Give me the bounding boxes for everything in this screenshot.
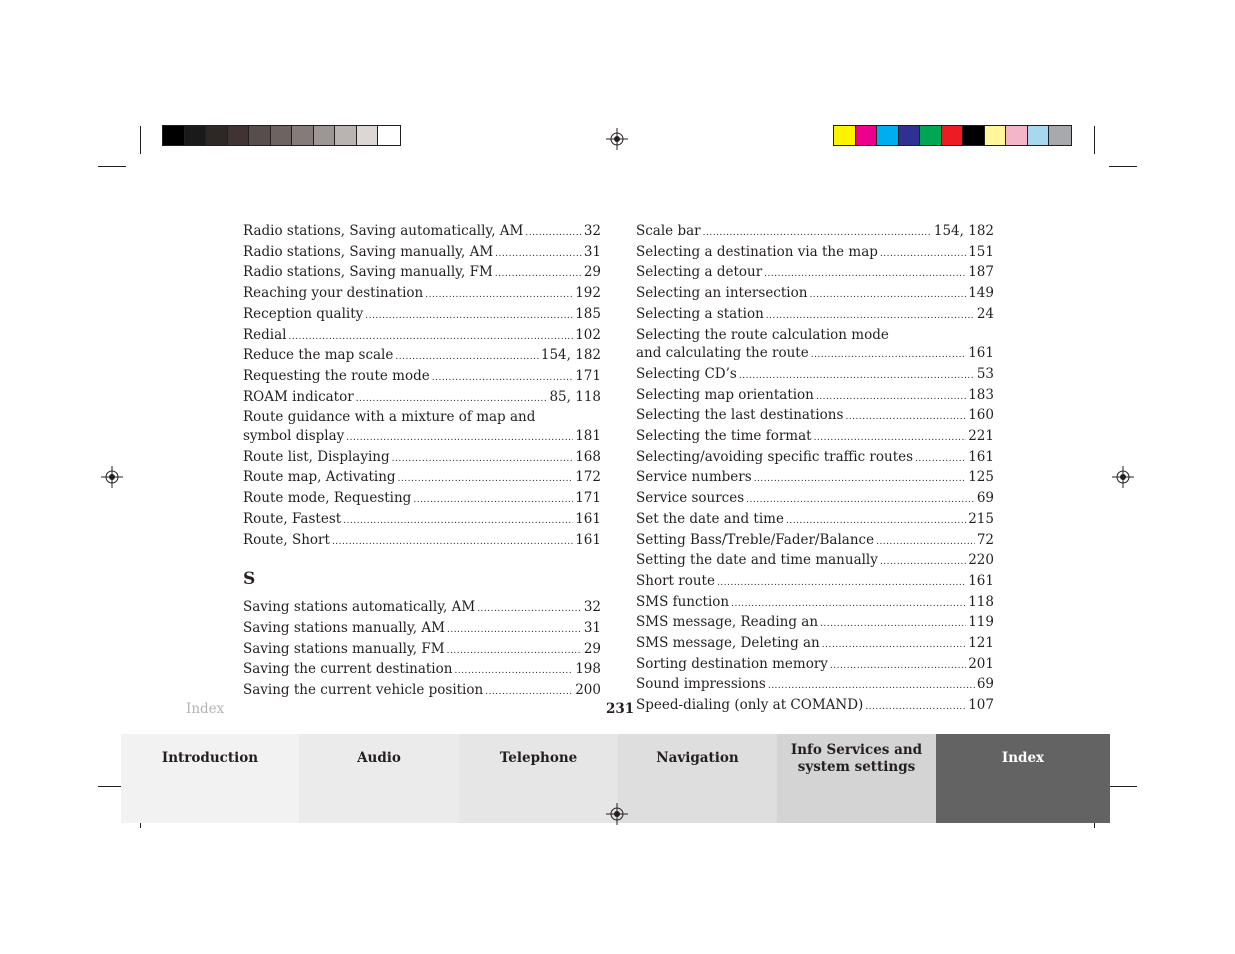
color-swatch <box>249 126 271 145</box>
leader-dots <box>754 470 967 489</box>
index-entry-text: Saving the current destination <box>243 661 453 678</box>
index-entry-page: 192 <box>575 285 601 302</box>
color-swatch <box>834 126 856 145</box>
index-entry[interactable] <box>636 613 994 634</box>
index-entry-text: Radio stations, Saving manually, AM <box>243 243 494 260</box>
leader-dots <box>432 369 573 388</box>
leader-dots <box>392 450 574 469</box>
crop-mark <box>98 166 126 167</box>
index-entry[interactable] <box>636 386 994 407</box>
tab-label-line: Index <box>1001 750 1045 766</box>
index-entry-page: 160 <box>968 407 994 424</box>
index-entry-text: Requesting the route mode <box>243 367 430 384</box>
index-entry[interactable] <box>243 367 601 388</box>
tab-label-line: system settings <box>797 759 916 775</box>
index-entry-text: Route, Short <box>243 531 330 548</box>
index-entry-page: 31 <box>583 619 601 636</box>
index-entry-text: SMS message, Reading an <box>636 614 819 631</box>
leader-dots <box>915 450 966 469</box>
index-entry-text: symbol display <box>243 428 345 445</box>
index-entry-text: Selecting the time format <box>636 428 812 445</box>
index-entry[interactable] <box>636 243 994 264</box>
index-entry-text: Setting the date and time manually <box>636 552 878 569</box>
tab-label <box>656 750 738 767</box>
index-entry[interactable] <box>243 388 601 409</box>
index-entry[interactable] <box>636 510 994 531</box>
crop-mark <box>1109 166 1137 167</box>
color-swatch <box>228 126 250 145</box>
index-entry-text: Route list, Displaying <box>243 448 390 465</box>
index-entry-page: 183 <box>968 386 994 403</box>
tab-introduction[interactable] <box>121 734 299 823</box>
index-entry[interactable] <box>636 489 994 510</box>
color-swatch <box>292 126 314 145</box>
index-entry-text: Service numbers <box>636 469 752 486</box>
color-swatch <box>1006 126 1028 145</box>
index-entry-text: Sound impressions <box>636 676 766 693</box>
index-entry[interactable] <box>636 284 994 305</box>
tab-label-line: Navigation <box>656 750 739 766</box>
leader-dots <box>786 512 966 531</box>
color-swatch <box>206 126 228 145</box>
index-entry[interactable] <box>243 489 601 510</box>
index-entry-page: 107 <box>968 697 994 714</box>
tab-info-services[interactable] <box>777 734 936 823</box>
index-entry[interactable] <box>243 305 601 326</box>
index-entry-text: Selecting map orientation <box>636 386 814 403</box>
color-swatch <box>163 126 185 145</box>
leader-dots <box>398 470 574 489</box>
index-entry-page: 161 <box>968 345 994 362</box>
index-entry-page: 154, 182 <box>540 347 601 364</box>
index-entry-page: 161 <box>968 572 994 589</box>
leader-dots <box>454 662 573 681</box>
index-entry[interactable] <box>636 696 994 717</box>
index-entry[interactable] <box>636 263 994 284</box>
leader-dots <box>865 698 966 717</box>
index-entry-text: Radio stations, Saving automatically, AM <box>243 223 524 239</box>
index-entry-text: SMS function <box>636 593 730 610</box>
index-entry-page: 149 <box>968 285 994 302</box>
index-entry-page: 151 <box>968 243 994 260</box>
leader-dots <box>766 307 975 326</box>
tab-label <box>791 742 922 776</box>
leader-dots <box>822 636 966 655</box>
index-entry-page: 201 <box>968 655 994 672</box>
index-entry-text: Selecting a station <box>636 305 764 322</box>
leader-dots <box>495 265 582 284</box>
index-entry[interactable] <box>243 326 601 347</box>
registration-mark-icon <box>101 466 123 488</box>
tab-index[interactable] <box>936 734 1110 823</box>
leader-dots <box>395 348 539 367</box>
index-entry-page: 29 <box>583 264 601 281</box>
index-entry-page: 24 <box>976 305 994 322</box>
index-entry-text: Sorting destination memory <box>636 655 828 672</box>
index-entry[interactable] <box>636 572 994 593</box>
index-entry-text: Selecting a destination via the map <box>636 243 878 260</box>
index-entry[interactable] <box>636 222 994 243</box>
index-entry-page: 118 <box>968 593 994 610</box>
index-entry[interactable] <box>636 675 994 696</box>
index-entry-text: Scale bar <box>636 223 701 239</box>
registration-mark-icon <box>606 803 628 825</box>
process-color-bar <box>833 125 1072 146</box>
index-entry-text: Selecting an intersection <box>636 285 808 302</box>
tab-label-line: Introduction <box>161 750 259 766</box>
index-entry[interactable] <box>243 346 601 367</box>
index-entry[interactable] <box>243 598 601 619</box>
crop-mark <box>1094 126 1095 154</box>
index-entry-text: SMS message, Deleting an <box>636 635 820 652</box>
registration-mark-icon <box>606 128 628 150</box>
tab-label <box>500 750 577 767</box>
leader-dots <box>425 286 573 305</box>
index-entry-page: 32 <box>583 223 601 239</box>
index-entry-page: 215 <box>968 510 994 527</box>
leader-dots <box>814 429 967 448</box>
leader-dots <box>288 328 573 347</box>
leader-dots <box>343 512 573 531</box>
leader-dots <box>820 615 966 634</box>
leader-dots <box>495 245 582 264</box>
index-entry[interactable] <box>636 305 994 326</box>
index-entry-page: 161 <box>575 510 601 527</box>
index-entry-text: Setting Bass/Treble/Fader/Balance <box>636 531 875 548</box>
color-swatch <box>271 126 293 145</box>
leader-dots <box>830 657 966 676</box>
footer-section-label: Index <box>186 701 225 717</box>
leader-dots <box>346 429 573 448</box>
color-swatch <box>357 126 379 145</box>
index-entry[interactable] <box>636 531 994 552</box>
index-entry[interactable] <box>636 427 994 448</box>
index-entry-text: Radio stations, Saving manually, FM <box>243 264 493 281</box>
color-swatch <box>378 126 400 145</box>
leader-dots <box>477 600 582 619</box>
index-entry-page: 168 <box>575 448 601 465</box>
index-column-right <box>636 222 994 717</box>
index-entry-text: Selecting/avoiding specific traffic routes <box>636 448 914 465</box>
index-entry-page: 187 <box>968 264 994 281</box>
index-entry-text: Saving the current vehicle position <box>243 682 484 699</box>
index-entry[interactable] <box>636 593 994 614</box>
leader-dots <box>746 491 975 510</box>
index-entry-page: 161 <box>968 448 994 465</box>
index-entry-text: Service sources <box>636 490 745 507</box>
index-entry-page: 171 <box>575 490 601 507</box>
index-entry-text: Route, Fastest <box>243 510 342 527</box>
leader-dots <box>703 224 932 243</box>
index-entry-page: 85, 118 <box>549 388 601 405</box>
tab-navigation[interactable] <box>618 734 777 823</box>
leader-dots <box>525 224 581 243</box>
index-entry-page: 171 <box>575 367 601 384</box>
index-entry-page: 221 <box>968 428 994 445</box>
color-swatch <box>877 126 899 145</box>
index-entry[interactable] <box>636 344 994 365</box>
index-entry[interactable] <box>243 640 601 661</box>
index-entry-page: 154, 182 <box>933 223 994 239</box>
leader-dots <box>413 491 573 510</box>
index-entry[interactable] <box>243 284 601 305</box>
index-entry-page: 32 <box>583 599 601 616</box>
index-entry-page: 172 <box>575 469 601 486</box>
index-entry[interactable] <box>243 510 601 531</box>
color-swatch <box>942 126 964 145</box>
leader-dots <box>845 408 966 427</box>
index-entry-text: Saving stations automatically, AM <box>243 599 476 616</box>
tab-label-line: Telephone <box>499 750 578 766</box>
index-entry[interactable] <box>243 263 601 284</box>
index-entry-text: Selecting CD’s <box>636 365 737 382</box>
tab-label-line: Info Services and <box>790 742 923 758</box>
index-entry-page: 125 <box>968 469 994 486</box>
index-entry-text: Redial <box>243 326 287 343</box>
index-entry-text: Set the date and time <box>636 510 784 527</box>
color-swatch <box>920 126 942 145</box>
leader-dots <box>365 307 573 326</box>
index-entry-text: Route mode, Requesting <box>243 490 412 507</box>
leader-dots <box>447 621 582 640</box>
index-entry-text: Short route <box>636 572 715 589</box>
leader-dots <box>717 574 966 593</box>
crop-mark <box>140 126 141 154</box>
tab-telephone[interactable] <box>459 734 618 823</box>
index-entry[interactable] <box>636 365 994 386</box>
index-entry[interactable] <box>243 448 601 469</box>
index-entry-page: 53 <box>976 365 994 382</box>
leader-dots <box>356 390 548 409</box>
index-entry-text: Reduce the map scale <box>243 347 394 364</box>
index-entry-text: Route guidance with a mixture of map and <box>243 409 536 426</box>
tab-label-line: Audio <box>357 750 401 766</box>
index-entry[interactable] <box>243 427 601 448</box>
index-entry[interactable] <box>243 660 601 681</box>
index-entry[interactable] <box>636 634 994 655</box>
leader-dots <box>809 286 966 305</box>
index-entry[interactable] <box>636 468 994 489</box>
color-swatch <box>985 126 1007 145</box>
index-entry-page: 31 <box>583 243 601 260</box>
leader-dots <box>768 677 975 696</box>
color-swatch <box>1049 126 1071 145</box>
leader-dots <box>880 553 966 572</box>
color-swatch <box>185 126 207 145</box>
color-swatch <box>335 126 357 145</box>
leader-dots <box>447 642 582 661</box>
index-entry-text: Selecting the last destinations <box>636 407 844 424</box>
leader-dots <box>816 388 966 407</box>
index-entry[interactable] <box>636 406 994 427</box>
index-entry-text: Speed-dialing (only at COMAND) <box>636 697 864 714</box>
leader-dots <box>332 533 573 552</box>
index-entry-text: and calculating the route <box>636 345 809 362</box>
index-entry-text: Selecting the route calculation mode <box>636 326 889 343</box>
color-swatch <box>963 126 985 145</box>
index-entry[interactable] <box>636 448 994 469</box>
index-entry-page: 161 <box>575 531 601 548</box>
leader-dots <box>739 367 975 386</box>
color-swatch <box>899 126 921 145</box>
index-entry[interactable] <box>636 551 994 572</box>
index-entry-page: 181 <box>575 428 601 445</box>
index-entry-page: 29 <box>583 640 601 657</box>
color-swatch <box>1028 126 1050 145</box>
tab-label <box>357 750 401 767</box>
index-entry[interactable] <box>243 468 601 489</box>
index-entry-page: 198 <box>575 661 601 678</box>
crop-mark <box>1109 786 1137 787</box>
index-entry[interactable] <box>243 222 601 243</box>
leader-dots <box>731 595 966 614</box>
section-letter: S <box>243 569 256 590</box>
index-entry-page: 69 <box>976 490 994 507</box>
tab-label <box>162 750 258 767</box>
grayscale-color-bar <box>162 125 401 146</box>
leader-dots <box>880 245 966 264</box>
index-entry-page: 185 <box>575 305 601 322</box>
index-entry[interactable] <box>243 619 601 640</box>
index-entry-page: 121 <box>968 635 994 652</box>
index-entry-text: Selecting a detour <box>636 264 763 281</box>
index-entry-page: 220 <box>968 552 994 569</box>
index-entry-page: 69 <box>976 676 994 693</box>
index-entry-page: 119 <box>968 614 994 631</box>
leader-dots <box>876 533 975 552</box>
color-swatch <box>856 126 878 145</box>
index-entry-page: 200 <box>575 682 601 699</box>
index-entry-page: 72 <box>976 531 994 548</box>
page-number: 231 <box>606 701 635 717</box>
index-entry-text: Saving stations manually, AM <box>243 619 445 636</box>
index-entry-text: Reaching your destination <box>243 285 424 302</box>
registration-mark-icon <box>1112 466 1134 488</box>
index-entry[interactable] <box>243 681 601 702</box>
index-entry[interactable] <box>636 655 994 676</box>
tab-audio[interactable] <box>299 734 459 823</box>
index-column-left <box>243 222 601 702</box>
tab-label <box>1002 750 1044 767</box>
index-entry-text: Saving stations manually, FM <box>243 640 445 657</box>
leader-dots <box>485 683 573 702</box>
index-entry-page: 102 <box>575 326 601 343</box>
color-swatch <box>314 126 336 145</box>
index-entry-text: Route map, Activating <box>243 469 396 486</box>
leader-dots <box>764 265 966 284</box>
index-entry[interactable] <box>243 243 601 264</box>
index-entry[interactable] <box>243 531 601 552</box>
index-entry-text: ROAM indicator <box>243 388 354 405</box>
index-entry-text: Reception quality <box>243 305 364 322</box>
leader-dots <box>811 346 967 365</box>
